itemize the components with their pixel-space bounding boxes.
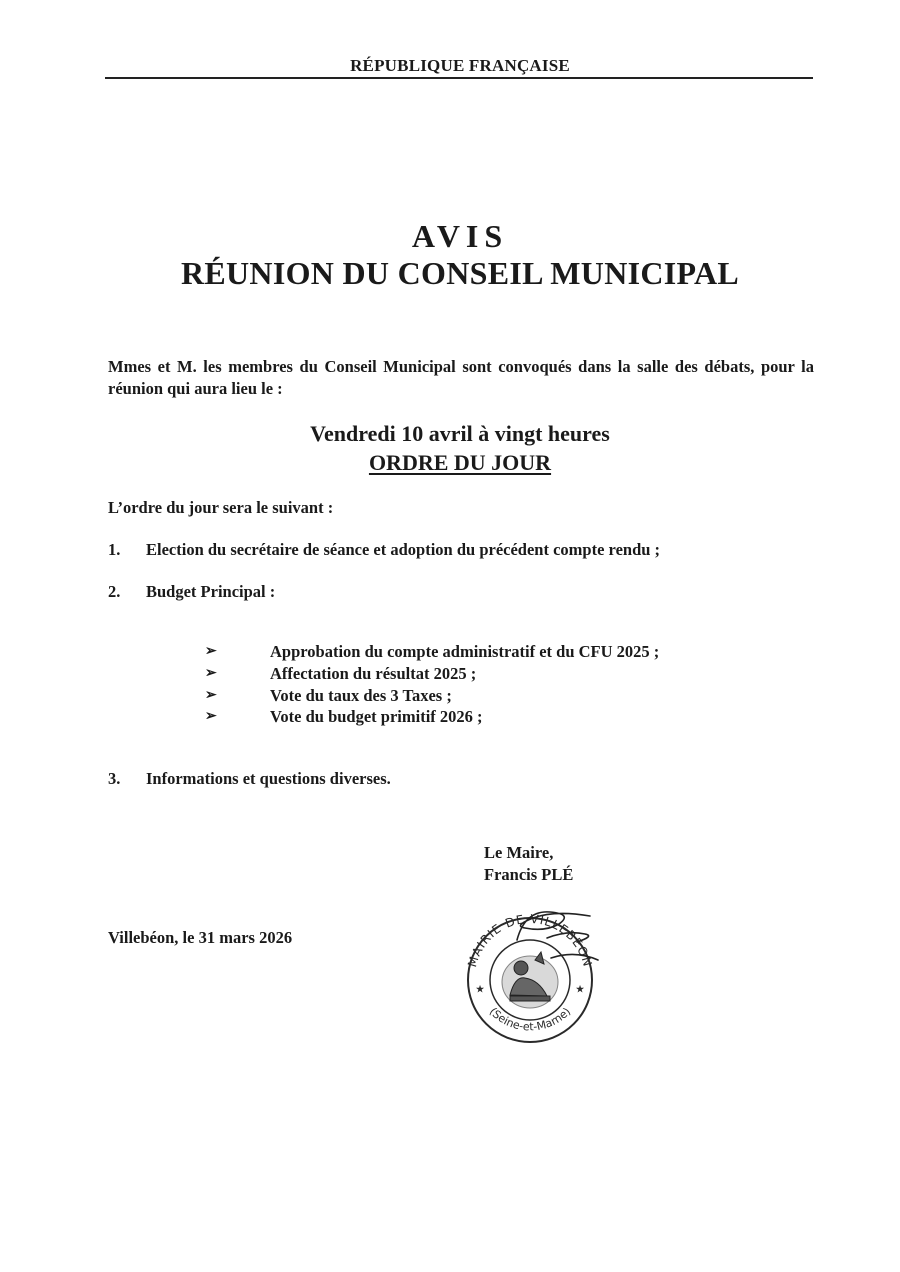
agenda-item-number: 2.: [108, 582, 121, 601]
agenda-intro: L’ordre du jour sera le suivant :: [108, 498, 334, 517]
notice-avis: AVIS: [411, 218, 509, 254]
agenda-item-text: Budget Principal :: [146, 582, 276, 601]
agenda-sub-item-text: Affectation du résultat 2025 ;: [270, 664, 477, 683]
stamp-bottom-text: (Seine-et-Marne): [486, 1005, 574, 1034]
place-and-date: Villebéon, le 31 mars 2026: [108, 928, 293, 947]
stamp-top-text: MAIRIE DE VILLEBEON: [465, 911, 595, 969]
arrow-bullet-icon: ➢: [205, 666, 217, 681]
agenda-heading-text: ORDRE DU JOUR: [368, 450, 552, 475]
arrow-bullet-icon: ➢: [205, 688, 217, 703]
header-divider: [105, 77, 813, 79]
agenda-item-text: Election du secrétaire de séance et adoption du précédent compte rendu ;: [146, 540, 661, 559]
signatory-name: Francis PLÉ: [484, 865, 574, 884]
star-icon: ★: [476, 984, 485, 994]
agenda-heading: [0, 450, 900, 476]
agenda-item-number: 3.: [108, 769, 121, 788]
agenda-sub-item-text: Approbation du compte administratif et du CFU 2025 ;: [270, 642, 660, 661]
mairie-seal-stamp: [455, 900, 605, 1050]
notice-intro: Mmes et M. les membres du Conseil Municipal sont convoqués dans la salle des débats, pour la réunion qui aura lieu le :: [108, 357, 814, 398]
marianne-emblem-icon: [502, 952, 558, 1008]
arrow-bullet-icon: ➢: [205, 644, 217, 659]
star-icon: ★: [576, 984, 585, 994]
agenda-sub-item-text: Vote du taux des 3 Taxes ;: [270, 686, 452, 705]
meeting-date: Vendredi 10 avril à vingt heures: [310, 421, 610, 446]
agenda-item-text: Informations et questions diverses.: [146, 769, 391, 788]
header-title: RÉPUBLIQUE FRANÇAISE: [350, 56, 570, 75]
arrow-bullet-icon: ➢: [205, 709, 217, 724]
notice-title: RÉUNION DU CONSEIL MUNICIPAL: [180, 255, 740, 291]
agenda-sub-item-text: Vote du budget primitif 2026 ;: [270, 707, 483, 726]
signatory-role: Le Maire,: [484, 843, 554, 862]
signature-block: [484, 842, 573, 886]
agenda-item-number: 1.: [108, 540, 121, 559]
